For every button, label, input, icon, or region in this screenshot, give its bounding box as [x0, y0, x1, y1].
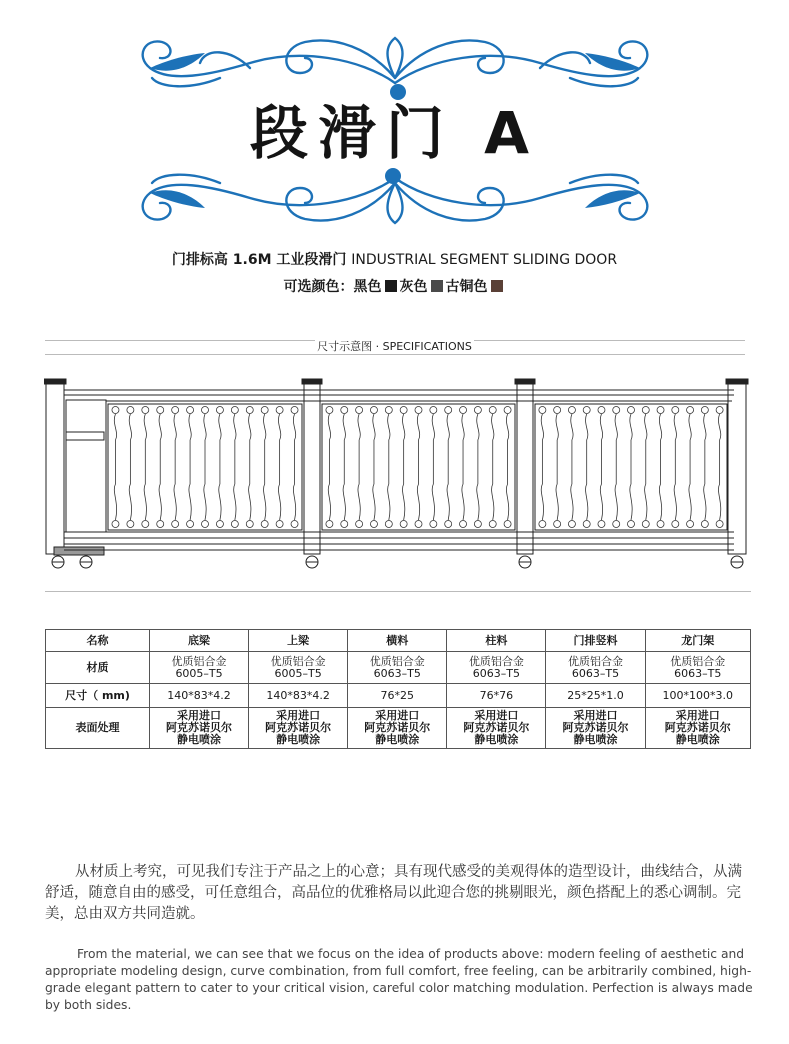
- color-option-gray: 灰色: [399, 279, 428, 295]
- cell-line: 6063–T5: [674, 666, 722, 680]
- scroll-ornament: [504, 407, 511, 414]
- page-title: 段滑门 A: [249, 99, 540, 167]
- table-cell: [249, 652, 348, 684]
- baluster: [249, 414, 251, 520]
- scroll-ornament: [246, 521, 253, 528]
- scroll-ornament: [370, 521, 377, 528]
- scroll-ornament: [613, 521, 620, 528]
- scroll-ornament: [385, 521, 392, 528]
- scroll-ornament: [539, 407, 546, 414]
- description-chinese: 从材质上考究，可见我们专注于产品之上的心意；具有现代感受的美观得体的造型设计，曲线结合，从满舒适，随意自由的感受，可任意组合，高品位的优雅格局以此迎合您的挑剔眼光，颜色搭配上的悉心调制。完美，总由双方共同造就。: [45, 864, 742, 922]
- scroll-ornament: [613, 407, 620, 414]
- subtitle-cn: 门排标高 1.6M 工业段滑门: [171, 252, 347, 268]
- scroll-ornament: [142, 407, 149, 414]
- cell-line: 阿克苏诺贝尔: [463, 721, 530, 734]
- cell-line: 优质铝合金: [171, 654, 227, 668]
- scroll-ornament: [127, 521, 134, 528]
- table-row: [46, 684, 751, 708]
- baluster: [402, 414, 404, 520]
- baluster: [659, 414, 661, 520]
- scroll-ornament: [157, 521, 164, 528]
- scroll-ornament: [246, 407, 253, 414]
- scroll-ornament: [415, 521, 422, 528]
- table-header-row: [46, 630, 751, 652]
- scroll-ornament: [628, 407, 635, 414]
- table-cell: [645, 708, 750, 749]
- cell-line: 阿克苏诺贝尔: [562, 721, 629, 734]
- table-cell: [249, 684, 348, 708]
- cell-line: 优质铝合金: [567, 654, 623, 668]
- scroll-ornament: [687, 407, 694, 414]
- color-option-bronze: 古铜色: [445, 279, 488, 295]
- scroll-ornament: [474, 407, 481, 414]
- baluster: [293, 414, 295, 520]
- scroll-ornament: [187, 407, 194, 414]
- scroll-ornament: [701, 407, 708, 414]
- baluster: [417, 414, 419, 520]
- table-header-cell: 横料: [348, 630, 447, 652]
- baluster: [615, 414, 617, 520]
- scroll-ornament: [583, 521, 590, 528]
- cell-line: 阿克苏诺贝尔: [364, 721, 431, 734]
- baluster: [264, 414, 266, 520]
- cell-line: 76*76: [479, 688, 514, 702]
- cell-line: 采用进口: [276, 709, 321, 722]
- baluster: [674, 414, 676, 520]
- table-cell: [249, 708, 348, 749]
- baluster: [571, 414, 573, 520]
- cell-line: 静电喷涂: [675, 733, 720, 746]
- cell-line: 采用进口: [474, 709, 519, 722]
- table-row: [46, 708, 751, 749]
- baluster: [343, 414, 345, 520]
- baluster: [204, 414, 206, 520]
- row-label: 材质: [46, 652, 150, 684]
- divider: [45, 591, 751, 592]
- cell-line: 优质铝合金: [270, 654, 326, 668]
- baluster: [234, 414, 236, 520]
- scroll-ornament: [231, 407, 238, 414]
- scroll-ornament: [157, 407, 164, 414]
- scroll-ornament: [554, 407, 561, 414]
- baluster: [328, 414, 330, 520]
- row-label: 表面处理: [46, 708, 150, 749]
- table-cell: [447, 684, 546, 708]
- baluster: [129, 414, 131, 520]
- baluster: [600, 414, 602, 520]
- color-swatch-gray: [431, 280, 443, 292]
- scroll-ornament: [291, 521, 298, 528]
- baluster: [144, 414, 146, 520]
- table-cell: [348, 652, 447, 684]
- scroll-ornament: [231, 521, 238, 528]
- table-cell: [348, 708, 447, 749]
- table-row: [46, 652, 751, 684]
- scroll-ornament: [202, 407, 209, 414]
- cell-line: 6063–T5: [373, 666, 421, 680]
- scroll-ornament: [400, 521, 407, 528]
- baluster: [358, 414, 360, 520]
- scroll-ornament: [291, 407, 298, 414]
- table-cell: [546, 684, 645, 708]
- scroll-ornament: [172, 521, 179, 528]
- color-swatch-bronze: [491, 280, 503, 292]
- baluster: [189, 414, 191, 520]
- baluster: [689, 414, 691, 520]
- colors-label: 可选颜色：: [283, 279, 354, 295]
- scroll-ornament: [687, 521, 694, 528]
- scroll-ornament: [202, 521, 209, 528]
- scroll-ornament: [460, 407, 467, 414]
- table-cell: [546, 652, 645, 684]
- cell-line: 76*25: [380, 688, 415, 702]
- baluster: [114, 414, 116, 520]
- table-cell: [645, 652, 750, 684]
- cell-line: 阿克苏诺贝尔: [265, 721, 332, 734]
- cell-line: 采用进口: [375, 709, 420, 722]
- cell-line: 6063–T5: [472, 666, 520, 680]
- table-cell: [645, 684, 750, 708]
- cell-line: 静电喷涂: [573, 733, 618, 746]
- cell-line: 采用进口: [177, 709, 222, 722]
- scroll-ornament: [583, 407, 590, 414]
- baluster: [492, 414, 494, 520]
- color-option-black: 黑色: [353, 279, 382, 295]
- scroll-ornament: [112, 521, 119, 528]
- scroll-ornament: [568, 521, 575, 528]
- scroll-ornament: [672, 407, 679, 414]
- scroll-ornament: [370, 407, 377, 414]
- cell-line: 静电喷涂: [474, 733, 519, 746]
- scroll-ornament: [142, 521, 149, 528]
- cell-line: 140*83*4.2: [266, 688, 330, 702]
- table-header-cell: 底梁: [150, 630, 249, 652]
- table-header-cell: 上梁: [249, 630, 348, 652]
- scroll-ornament: [415, 407, 422, 414]
- table-cell: [447, 652, 546, 684]
- product-subtitle: [0, 249, 789, 269]
- scroll-ornament: [356, 407, 363, 414]
- table-header-cell: 柱料: [447, 630, 546, 652]
- scroll-ornament: [539, 521, 546, 528]
- subtitle-en: INDUSTRIAL SEGMENT SLIDING DOOR: [351, 252, 618, 268]
- table-cell: [546, 708, 645, 749]
- scroll-ornament: [326, 407, 333, 414]
- baluster: [278, 414, 280, 520]
- scroll-ornament: [385, 407, 392, 414]
- scroll-ornament: [657, 407, 664, 414]
- cell-line: 静电喷涂: [177, 733, 222, 746]
- cell-line: 静电喷涂: [276, 733, 321, 746]
- cell-line: 25*25*1.0: [567, 688, 624, 702]
- baluster: [506, 414, 508, 520]
- scroll-ornament: [400, 407, 407, 414]
- scroll-ornament: [127, 407, 134, 414]
- row-label: 尺寸（ mm): [46, 684, 150, 708]
- scroll-ornament: [430, 521, 437, 528]
- table-cell: [447, 708, 546, 749]
- table-header-cell: 名称: [46, 630, 150, 652]
- scroll-ornament: [642, 521, 649, 528]
- baluster: [174, 414, 176, 520]
- scroll-ornament: [701, 521, 708, 528]
- baluster: [432, 414, 434, 520]
- baluster: [630, 414, 632, 520]
- cell-line: 优质铝合金: [369, 654, 425, 668]
- scroll-ornament: [716, 407, 723, 414]
- scroll-ornament: [628, 521, 635, 528]
- scroll-ornament: [445, 407, 452, 414]
- scroll-ornament: [489, 407, 496, 414]
- baluster: [447, 414, 449, 520]
- scroll-ornament: [568, 407, 575, 414]
- cell-line: 阿克苏诺贝尔: [166, 721, 233, 734]
- baluster: [159, 414, 161, 520]
- specifications-heading: 尺寸示意图 · SPECIFICATIONS: [317, 340, 472, 353]
- scroll-ornament: [172, 407, 179, 414]
- scroll-ornament: [430, 407, 437, 414]
- table-cell: [150, 708, 249, 749]
- scroll-ornament: [112, 407, 119, 414]
- cell-line: 采用进口: [573, 709, 618, 722]
- table-cell: [150, 684, 249, 708]
- cell-line: 6063–T5: [571, 666, 620, 680]
- table-cell: [150, 652, 249, 684]
- scroll-ornament: [489, 521, 496, 528]
- scroll-ornament: [326, 521, 333, 528]
- scroll-ornament: [341, 407, 348, 414]
- scroll-ornament: [460, 521, 467, 528]
- cell-line: 140*83*4.2: [167, 688, 231, 702]
- baluster: [718, 414, 720, 520]
- color-options: [0, 276, 789, 296]
- cell-line: 优质铝合金: [670, 654, 726, 668]
- baluster: [477, 414, 479, 520]
- scroll-ornament: [261, 521, 268, 528]
- scroll-ornament: [716, 521, 723, 528]
- table-cell: [348, 684, 447, 708]
- baluster: [219, 414, 221, 520]
- baluster: [556, 414, 558, 520]
- scroll-ornament: [642, 407, 649, 414]
- scroll-ornament: [598, 407, 605, 414]
- baluster: [704, 414, 706, 520]
- cell-line: 6005–T5: [274, 666, 322, 680]
- baluster: [645, 414, 647, 520]
- baluster: [388, 414, 390, 520]
- cell-line: 采用进口: [675, 709, 720, 722]
- scroll-ornament: [554, 521, 561, 528]
- scroll-ornament: [187, 521, 194, 528]
- scroll-ornament: [356, 521, 363, 528]
- scroll-ornament: [216, 407, 223, 414]
- scroll-ornament: [504, 521, 511, 528]
- description-english: From the material, we can see that we focus on the idea of products above: modern feeling of aesthetic and appropriate modeling design, curve combination, from full comfort, free feeling, can be arbitrarily combined, high-grade elegant pattern to cater to your critical vision, careful color matching modulation. Perfection is always made by both sides.: [45, 947, 753, 1012]
- baluster: [541, 414, 543, 520]
- scroll-ornament: [341, 521, 348, 528]
- cell-line: 阿克苏诺贝尔: [664, 721, 731, 734]
- cell-line: 6005–T5: [175, 666, 223, 680]
- scroll-ornament: [598, 521, 605, 528]
- scroll-ornament: [445, 521, 452, 528]
- scroll-ornament: [261, 407, 268, 414]
- scroll-ornament: [276, 521, 283, 528]
- table-header-cell: 门排竖料: [546, 630, 645, 652]
- scroll-ornament: [672, 521, 679, 528]
- table-header-cell: 龙门架: [645, 630, 750, 652]
- specifications-table: [45, 629, 751, 749]
- cell-line: 100*100*3.0: [662, 688, 734, 702]
- scroll-ornament: [657, 521, 664, 528]
- gate-diagram: [44, 374, 754, 574]
- color-swatch-black: [385, 280, 397, 292]
- cell-line: 静电喷涂: [375, 733, 420, 746]
- baluster: [373, 414, 375, 520]
- scroll-ornament: [474, 521, 481, 528]
- baluster: [462, 414, 464, 520]
- baluster: [586, 414, 588, 520]
- scroll-ornament: [216, 521, 223, 528]
- scroll-ornament: [276, 407, 283, 414]
- cell-line: 优质铝合金: [468, 654, 524, 668]
